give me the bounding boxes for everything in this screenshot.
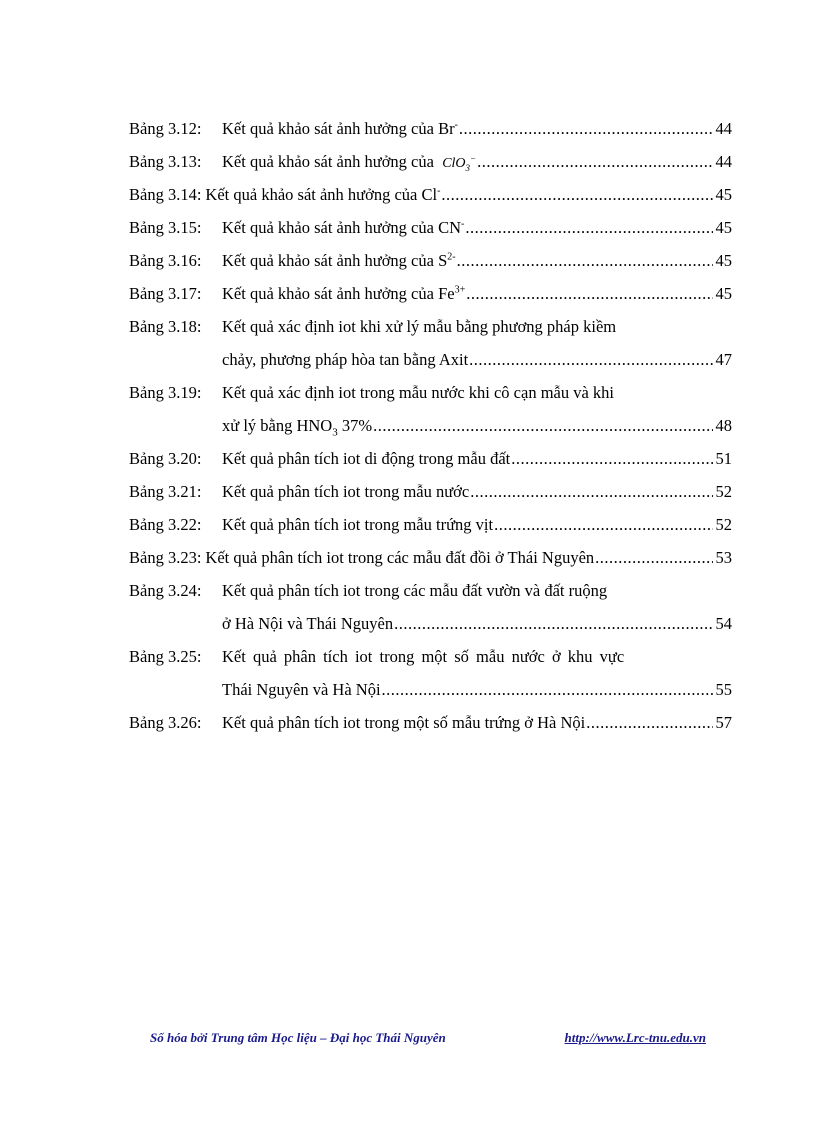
entry-title: Kết quả khảo sát ảnh hưởng của ClO$_3$− [222, 152, 477, 173]
entry-label: Bảng 3.12: [129, 119, 202, 138]
entry-label: Bảng 3.14: [129, 185, 202, 204]
table-of-tables [129, 112, 732, 739]
entry-label: Bảng 3.13: [129, 152, 202, 171]
toc-entry-3-21[interactable] [129, 475, 732, 508]
entry-page-number: 54 [715, 614, 732, 633]
entry-label: Bảng 3.25: [129, 647, 202, 666]
toc-entry-3-12[interactable] [129, 112, 732, 145]
entry-title: Kết quả khảo sát ảnh hưởng của CN- [222, 218, 465, 237]
toc-entry-3-24[interactable] [129, 574, 732, 640]
toc-entry-3-16[interactable] [129, 244, 732, 277]
entry-title: Kết quả phân tích iot trong mẫu nước [222, 482, 470, 501]
entry-page-number: 45 [715, 284, 732, 303]
entry-label: Bảng 3.15: [129, 218, 202, 237]
dot-leader [457, 244, 713, 277]
dot-leader [470, 475, 712, 508]
entry-page-number: 44 [715, 152, 732, 171]
entry-label: Bảng 3.23: [129, 548, 202, 567]
entry-title-line1: Kết quả xác định iot khi xử lý mẫu bằng phương pháp kiềm [222, 317, 617, 336]
dot-leader [469, 343, 712, 376]
entry-label: Bảng 3.24: [129, 581, 202, 600]
toc-entry-3-23[interactable] [129, 541, 732, 574]
dot-leader [459, 112, 713, 145]
entry-label: Bảng 3.19: [129, 383, 202, 402]
dot-leader [477, 145, 712, 178]
entry-title: Kết quả khảo sát ảnh hưởng của Br- [222, 119, 458, 138]
entry-page-number: 45 [715, 218, 732, 237]
entry-title-line1: Kết quả phân tích iot trong một số mẫu nước ở khu vực [222, 647, 625, 666]
entry-page-number: 55 [715, 680, 732, 699]
entry-title: Kết quả khảo sát ảnh hưởng của Cl- [205, 185, 441, 204]
entry-page-number: 47 [715, 350, 732, 369]
entry-page-number: 51 [715, 449, 732, 468]
entry-page-number: 57 [715, 713, 732, 732]
toc-entry-3-25[interactable] [129, 640, 732, 706]
toc-entry-3-22[interactable] [129, 508, 732, 541]
entry-label: Bảng 3.26: [129, 713, 202, 732]
entry-label: Bảng 3.22: [129, 515, 202, 534]
entry-label: Bảng 3.21: [129, 482, 202, 501]
entry-title-line2: ở Hà Nội và Thái Nguyên [222, 614, 394, 633]
toc-entry-3-15[interactable] [129, 211, 732, 244]
entry-title: Kết quả phân tích iot di động trong mẫu đất [222, 449, 511, 468]
toc-entry-3-20[interactable] [129, 442, 732, 475]
dot-leader [382, 673, 713, 706]
page-footer [150, 1030, 710, 1050]
toc-entry-3-13[interactable] [129, 145, 732, 178]
dot-leader [595, 541, 712, 574]
entry-page-number: 45 [715, 251, 732, 270]
toc-entry-3-19[interactable] [129, 376, 732, 442]
dot-leader [465, 211, 712, 244]
entry-title: Kết quả khảo sát ảnh hưởng của $S^{2-}$ [222, 251, 456, 270]
entry-label: Bảng 3.17: [129, 284, 202, 303]
dot-leader [394, 607, 712, 640]
footer-link[interactable]: http://www.Lrc-tnu.edu.vn [564, 1030, 706, 1045]
entry-page-number: 52 [715, 515, 732, 534]
entry-title-line2: xử lý bằng $HNO_3$ 37% [222, 416, 373, 439]
entry-title-line1: Kết quả phân tích iot trong các mẫu đất vườn và đất ruộng [222, 581, 608, 600]
entry-title-line1: Kết quả xác định iot trong mẫu nước khi cô cạn mẫu và khi [222, 383, 615, 402]
entry-label: Bảng 3.16: [129, 251, 202, 270]
dot-leader [586, 706, 712, 739]
entry-label: Bảng 3.20: [129, 449, 202, 468]
entry-page-number: 53 [715, 548, 732, 567]
dot-leader [373, 409, 712, 442]
toc-entry-3-14[interactable] [129, 178, 732, 211]
entry-title: Kết quả phân tích iot trong một số mẫu trứng ở Hà Nội [222, 713, 586, 732]
entry-title: Kết quả phân tích iot trong mẫu trứng vịt [222, 515, 494, 534]
entry-title: Kết quả phân tích iot trong các mẫu đất đồi ở Thái Nguyên [205, 548, 595, 567]
dot-leader [494, 508, 712, 541]
dot-leader [466, 277, 712, 310]
entry-page-number: 45 [715, 185, 732, 204]
footer-credit: Số hóa bởi Trung tâm Học liệu – Đại học Thái Nguyên [150, 1030, 446, 1045]
entry-page-number: 44 [715, 119, 732, 138]
toc-entry-3-26[interactable] [129, 706, 732, 739]
toc-entry-3-18[interactable] [129, 310, 732, 376]
chlorate-formula: ClO$_3$− [442, 153, 477, 173]
entry-title-line2: Thái Nguyên và Hà Nội [222, 680, 381, 699]
toc-entry-3-17[interactable] [129, 277, 732, 310]
entry-page-number: 48 [715, 416, 732, 435]
entry-page-number: 52 [715, 482, 732, 501]
entry-title: Kết quả khảo sát ảnh hưởng của $Fe^{3+}$ [222, 284, 466, 303]
dot-leader [511, 442, 712, 475]
entry-label: Bảng 3.18: [129, 317, 202, 336]
dot-leader [441, 178, 712, 211]
entry-title-line2: chảy, phương pháp hòa tan bằng Axit [222, 350, 469, 369]
